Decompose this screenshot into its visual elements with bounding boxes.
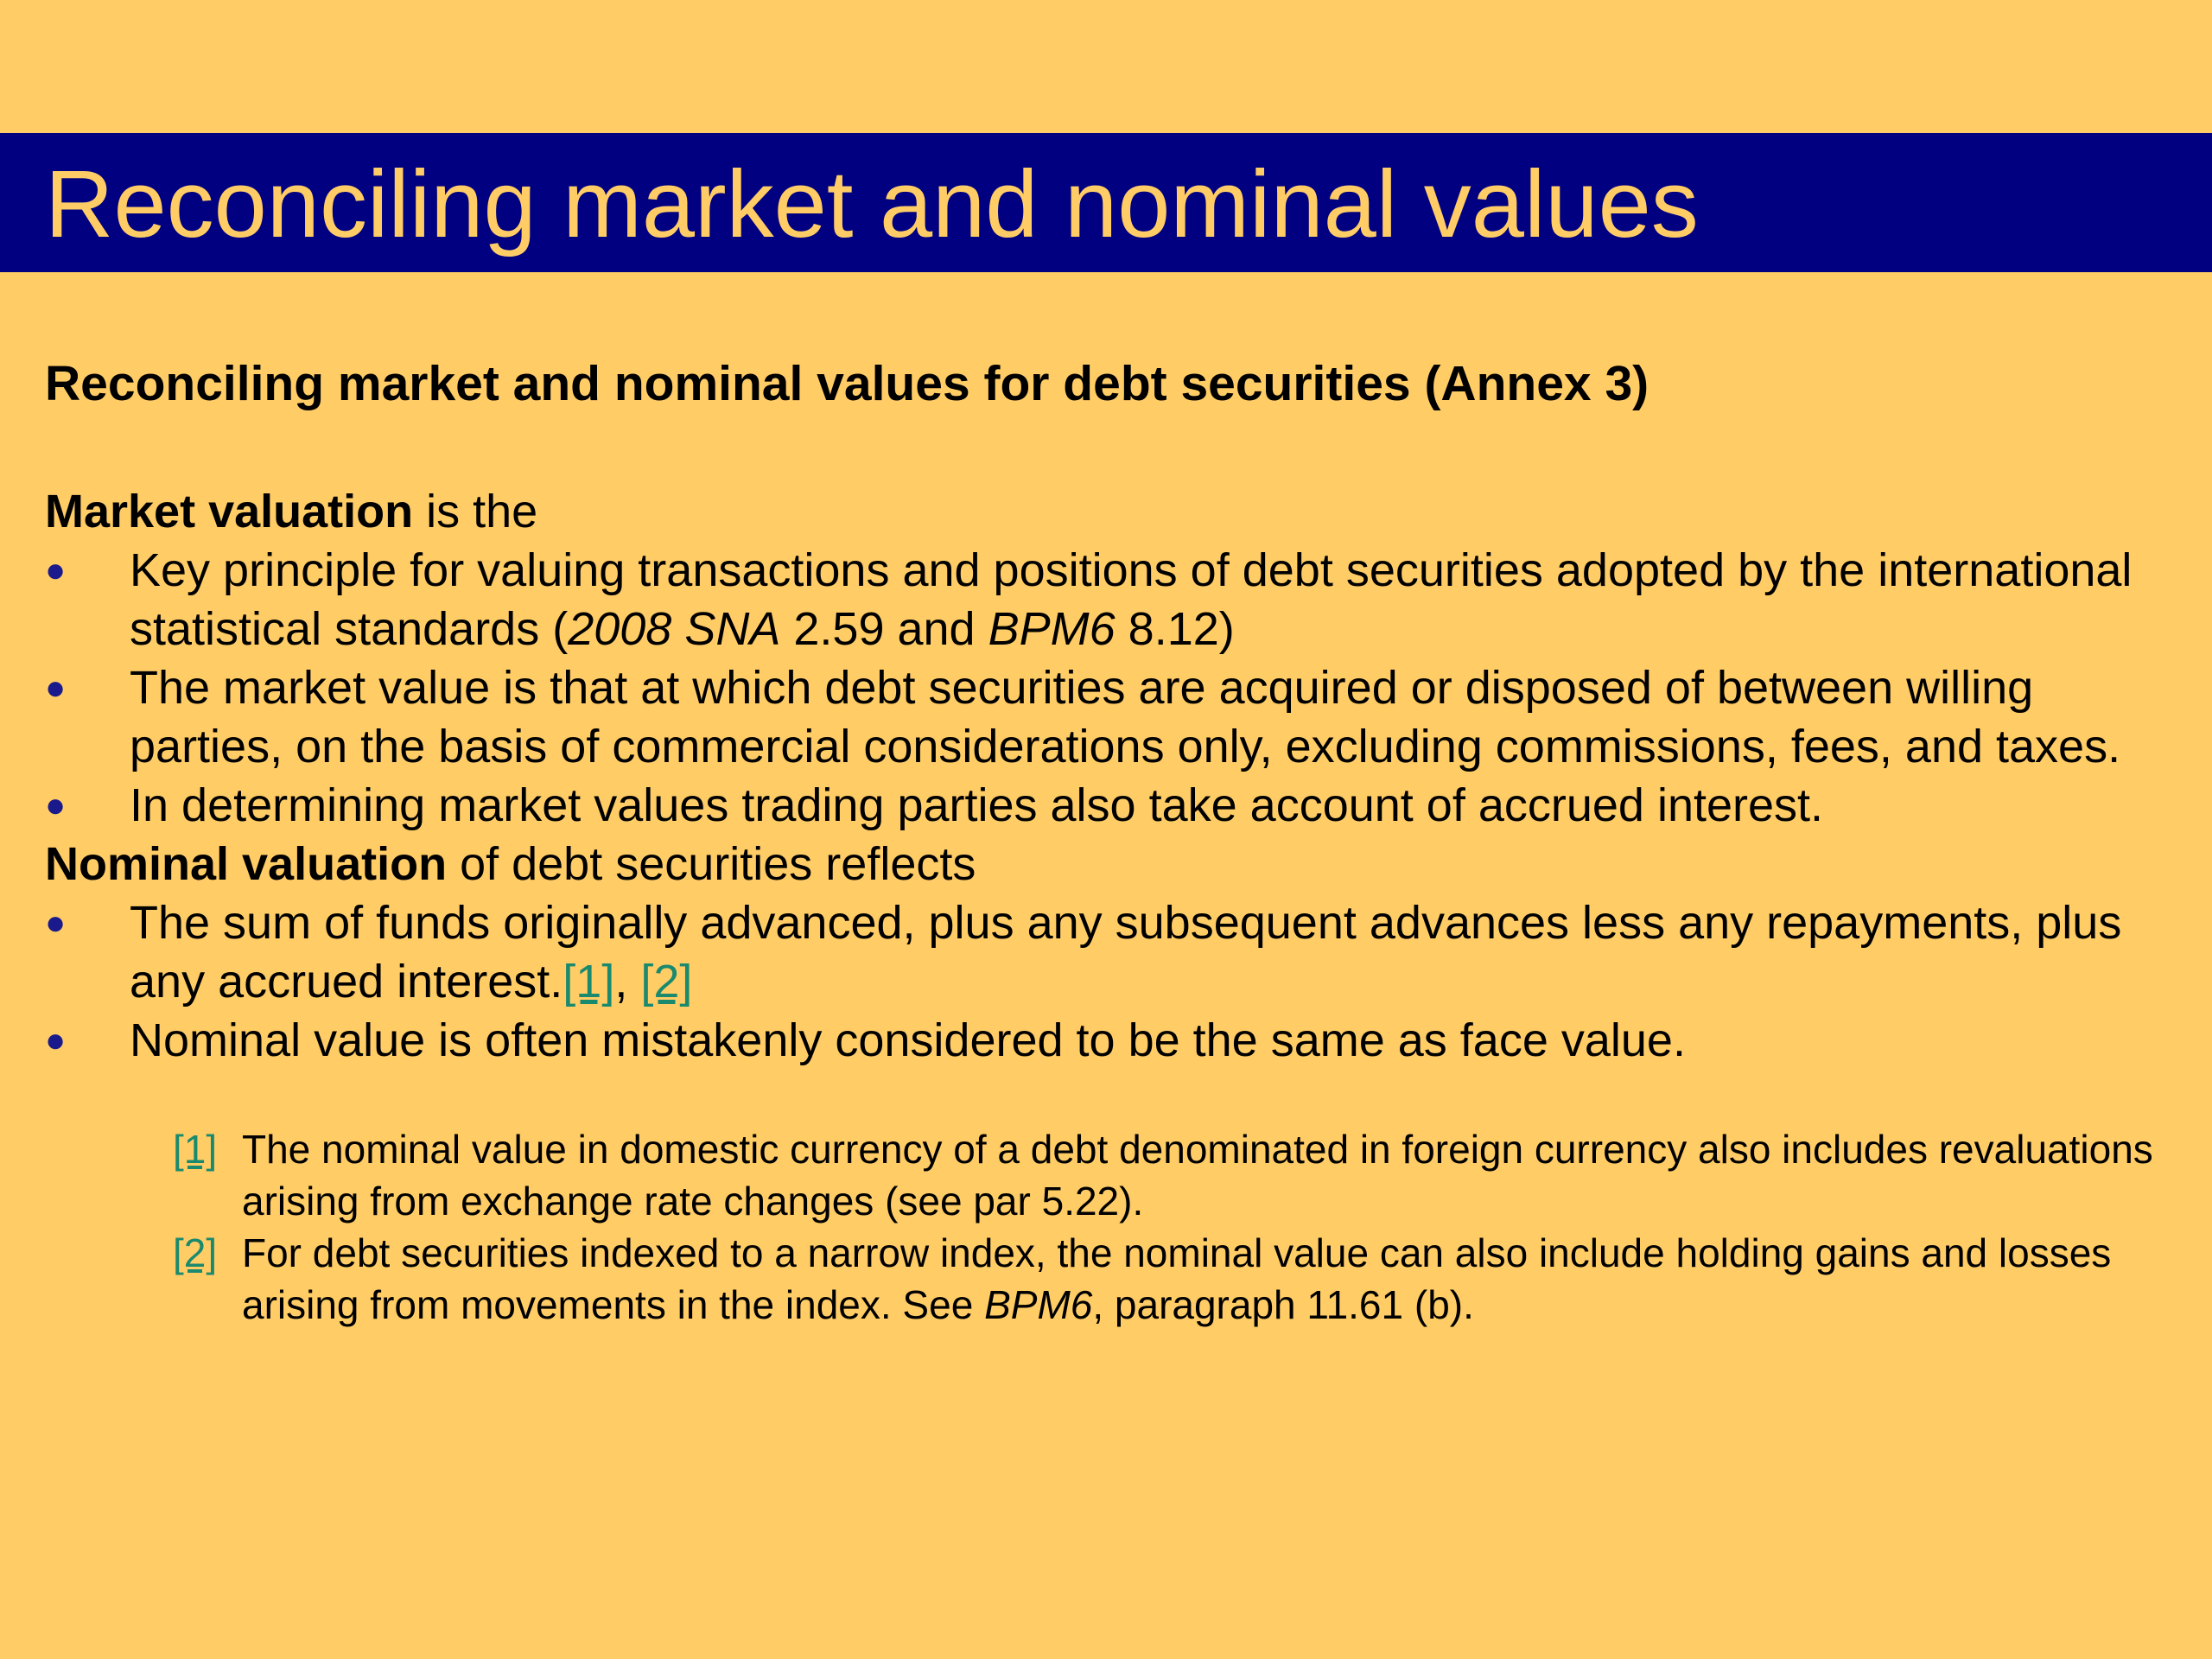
nominal-valuation-intro-text: of debt securities reflects: [447, 838, 976, 891]
footnote-link-1[interactable]: [1]: [563, 956, 615, 1008]
nominal-valuation-intro: [45, 835, 2153, 893]
footnote-backlink-2[interactable]: [2]: [173, 1230, 218, 1276]
bullet-text: 8.12): [1115, 603, 1235, 656]
footnote-text: The nominal value in domestic currency of a debt denominated in foreign currency also includes revaluations arising from exchange rate changes (see par 5.22).: [242, 1127, 2153, 1224]
list-item: [45, 658, 2153, 776]
title-bar: [0, 133, 2212, 272]
bullet-text: The market value is that at which debt securities are acquired or disposed of between willing parties, on the basis of commercial considerations only, excluding commissions, fees, and taxes.: [130, 662, 2121, 773]
subheading: Reconciling market and nominal values for debt securities (Annex 3): [45, 356, 1649, 411]
list-item: [45, 893, 2153, 1011]
footnote-backlink-1[interactable]: [1]: [173, 1127, 218, 1173]
footnote-text: For debt securities indexed to a narrow index, the nominal value can also include holding gains and losses arising from movements in the index. See: [242, 1230, 2112, 1328]
bullet-icon: ●: [45, 551, 67, 590]
bullet-text: In determining market values trading parties also take account of accrued interest.: [130, 779, 1824, 832]
footnote-1: [173, 1123, 2153, 1227]
nominal-valuation-term: Nominal valuation: [45, 838, 448, 891]
market-valuation-list: [45, 541, 2153, 835]
bullet-text: Nominal value is often mistakenly considered to be the same as face value.: [130, 1014, 1686, 1067]
slide-content: [45, 354, 2153, 1331]
footnotes: [173, 1123, 2153, 1331]
list-item: [45, 541, 2153, 658]
footnote-text-italic: BPM6: [984, 1282, 1093, 1328]
bullet-icon: ●: [45, 904, 67, 943]
market-valuation-intro: [45, 482, 2153, 541]
nominal-valuation-list: [45, 893, 2153, 1070]
bullet-text-italic: 2008 SNA: [568, 603, 781, 656]
bullet-text-italic: BPM6: [988, 603, 1116, 656]
footnote-text: , paragraph 11.61 (b).: [1092, 1282, 1474, 1328]
market-valuation-intro-text: is the: [413, 486, 538, 538]
list-item: [45, 776, 2153, 835]
footnote-link-2[interactable]: [2]: [640, 956, 693, 1008]
footnote-2: [173, 1227, 2153, 1331]
bullet-text: The sum of funds originally advanced, plus any subsequent advances less any repayments, plus any accrued interest.: [130, 897, 2122, 1008]
bullet-text: 2.59 and: [780, 603, 988, 656]
bullet-icon: ●: [45, 786, 67, 825]
slide-title: Reconciling market and nominal values: [45, 151, 1699, 257]
bullet-text: Key principle for valuing transactions and positions of debt securities adopted by the international statistical standards (: [130, 544, 2133, 656]
bullet-icon: ●: [45, 1021, 67, 1060]
list-item: [45, 1011, 2153, 1070]
bullet-icon: ●: [45, 669, 67, 708]
market-valuation-term: Market valuation: [45, 486, 414, 538]
ref-separator: ,: [614, 956, 641, 1008]
